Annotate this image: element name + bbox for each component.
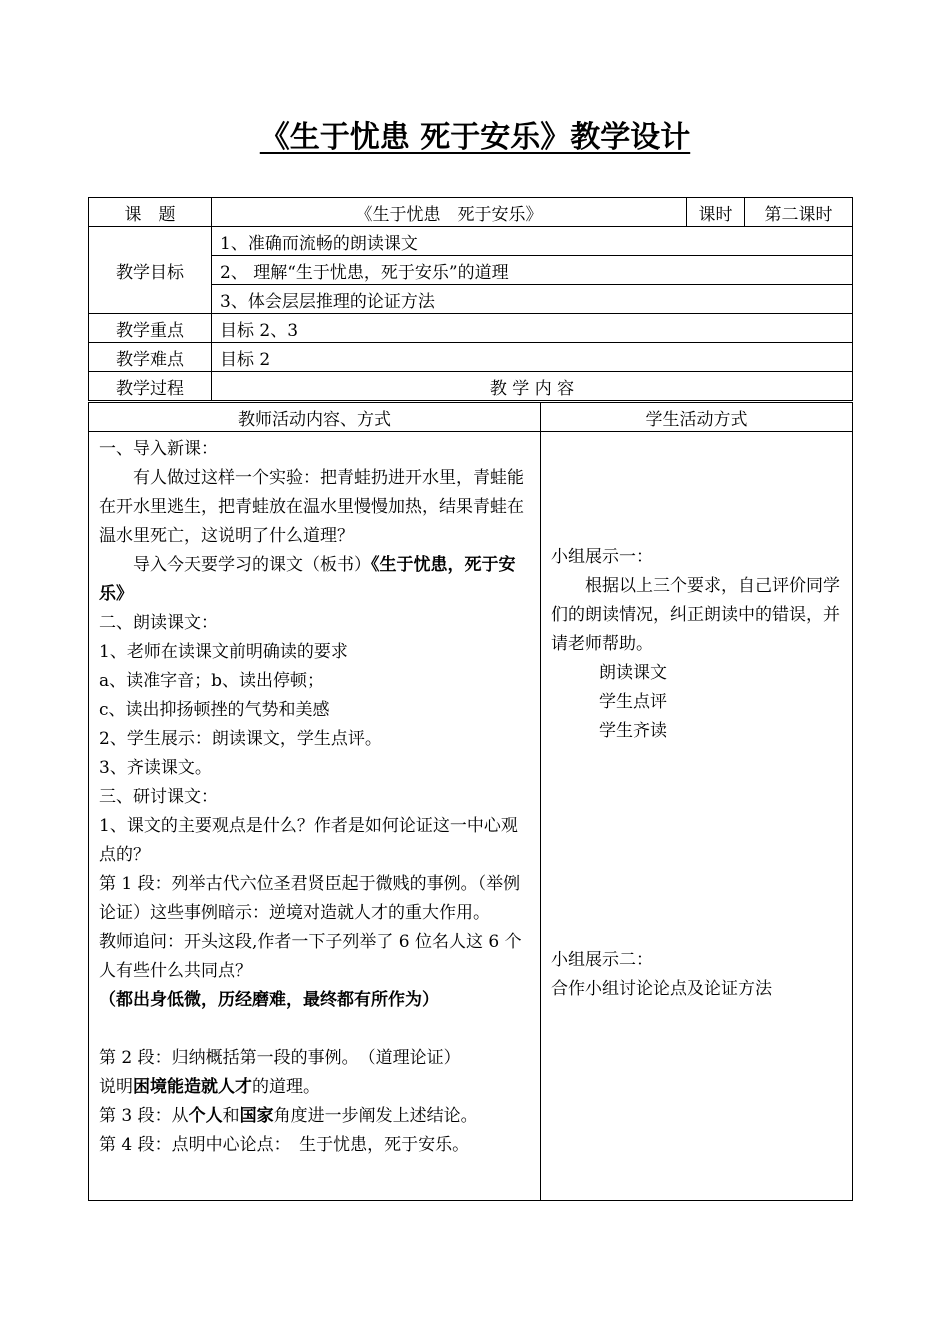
spacer [551, 435, 844, 543]
reading-line: 3、齐读课文。 [99, 758, 212, 778]
key-value: 目标 2、3 [212, 314, 853, 343]
teacher-activity-cell [89, 432, 541, 1201]
difficulty-row [89, 343, 853, 372]
goal-item: 1、准确而流畅的朗读课文 [212, 227, 853, 256]
reading-line: a、读准字音；b、读出停顿； [99, 671, 325, 691]
paragraph-analysis: 第 3 段：从个人和国家角度进一步阐发上述结论。 [99, 1106, 478, 1126]
student-column-header: 学生活动方式 [541, 403, 853, 432]
topic-label: 课 题 [89, 198, 212, 227]
reading-line: c、读出抑扬顿挫的气势和美感 [99, 700, 330, 720]
group-step: 学生齐读 [599, 721, 667, 741]
activity-body-row [89, 432, 853, 1201]
follow-up-answer: （都出身低微，历经磨难，最终都有所作为） [99, 990, 439, 1010]
topic-value: 《生于忧患 死于安乐》 [212, 198, 687, 227]
paragraph-analysis: 说明困境能造就人才的道理。 [99, 1077, 320, 1097]
lesson-info-table [88, 197, 853, 401]
group-step: 学生点评 [599, 692, 667, 712]
activity-table [88, 402, 853, 1201]
group-step: 朗读课文 [599, 663, 667, 683]
goal-item: 2、 理解“生于忧患，死于安乐”的道理 [212, 256, 853, 285]
intro-board-line: 导入今天要学习的课文（板书）《生于忧患，死于安乐》 [99, 555, 516, 604]
section-heading: 二、朗读课文： [99, 613, 218, 633]
period-label: 课时 [687, 198, 745, 227]
group-heading: 小组展示二： [551, 950, 653, 970]
goals-label: 教学目标 [89, 227, 212, 314]
paragraph-analysis: 第 4 段：点明中心论点： 生于忧患，死于安乐。 [99, 1135, 470, 1155]
activity-header-row [89, 403, 853, 432]
group-paragraph: 合作小组讨论论点及论证方法 [551, 979, 772, 999]
period-value: 第二课时 [745, 198, 853, 227]
spacer [551, 746, 844, 946]
process-value: 教 学 内 容 [212, 372, 853, 401]
follow-up-question: 教师追问：开头这段,作者一下子列举了 6 位名人这 6 个人有些什么共同点？ [99, 932, 522, 981]
page-title: 《生于忧患 死于安乐》教学设计 [259, 120, 691, 155]
reading-line: 1、老师在读课文前明确读的要求 [99, 642, 348, 662]
process-row [89, 372, 853, 401]
goal-row-1 [89, 227, 853, 256]
intro-paragraph: 有人做过这样一个实验：把青蛙扔进开水里，青蛙能在开水里逃生，把青蛙放在温水里慢慢加热，结果青蛙在温水里死亡，这说明了什么道理？ [99, 468, 524, 546]
process-label: 教学过程 [89, 372, 212, 401]
key-row [89, 314, 853, 343]
reading-line: 2、学生展示：朗读课文，学生点评。 [99, 729, 382, 749]
section-heading: 一、导入新课： [99, 439, 218, 459]
key-label: 教学重点 [89, 314, 212, 343]
difficulty-label: 教学难点 [89, 343, 212, 372]
group-paragraph: 根据以上三个要求，自己评价同学们的朗读情况，纠正朗读中的错误，并请老师帮助。 [551, 576, 840, 654]
teacher-column-header: 教师活动内容、方式 [89, 403, 541, 432]
difficulty-value: 目标 2 [212, 343, 853, 372]
group-heading: 小组展示一： [551, 547, 653, 567]
paragraph-analysis: 第 2 段：归纳概括第一段的事例。 （道理论证） [99, 1048, 461, 1068]
topic-row [89, 198, 853, 227]
student-activity-content [541, 432, 852, 1004]
lesson-title-bold: 《生于忧患，死于安乐》 [99, 555, 516, 604]
student-activity-cell [541, 432, 853, 1201]
paragraph-analysis: 第 1 段：列举古代六位圣君贤臣起于微贱的事例。（举例论证）这些事例暗示：逆境对造就人才的重大作用。 [99, 874, 521, 923]
teacher-activity-content [89, 432, 540, 1160]
spacer [99, 1015, 532, 1044]
goal-item: 3、体会层层推理的论证方法 [212, 285, 853, 314]
discussion-question: 1、课文的主要观点是什么？作者是如何论证这一中心观点的？ [99, 816, 518, 865]
section-heading: 三、研讨课文： [99, 787, 218, 807]
